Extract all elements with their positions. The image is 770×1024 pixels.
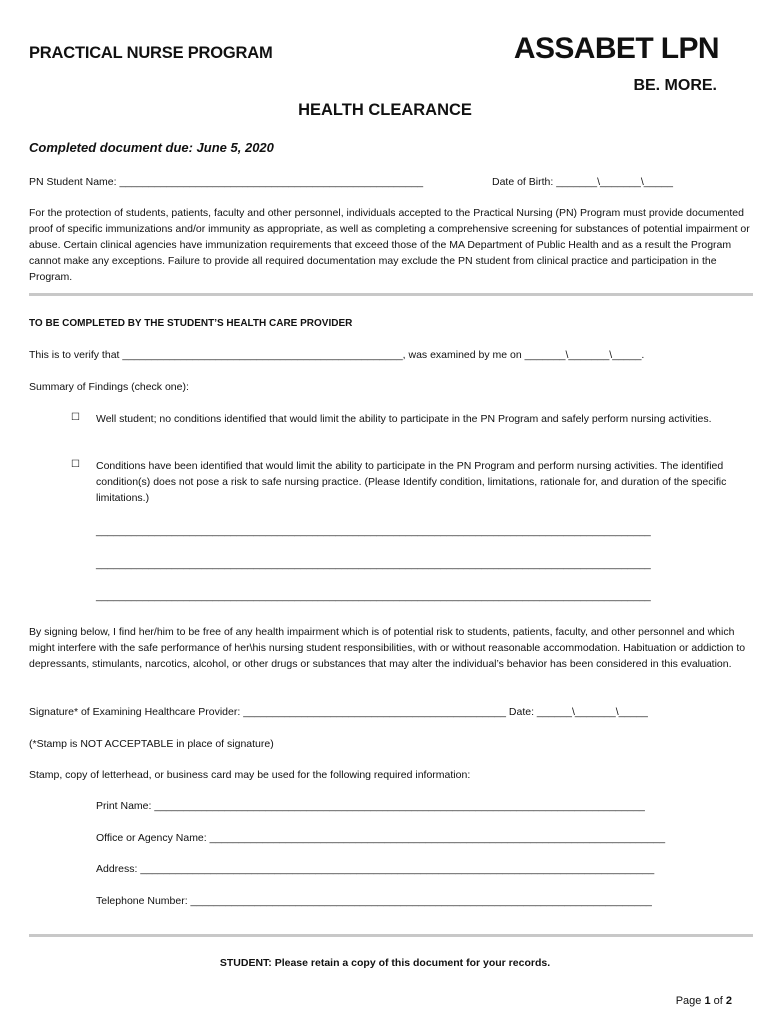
- due-date: Completed document due: June 5, 2020: [29, 140, 274, 155]
- condition-details-line-2[interactable]: _______________________________________________________________________________________________: [96, 558, 651, 570]
- page-separator: of: [710, 995, 726, 1007]
- verify-exam-field[interactable]: This is to verify that ________________________________________________, was examined by me on _______\_______\_____.: [29, 349, 645, 361]
- program-name: PRACTICAL NURSE PROGRAM: [29, 44, 273, 62]
- provider-signature-field[interactable]: Signature* of Examining Healthcare Provider: _____________________________________________ Date: ______\_______\_____: [29, 706, 648, 718]
- conditions-identified-checkbox[interactable]: ☐: [71, 459, 80, 470]
- date-of-birth-field[interactable]: Date of Birth: _______\_______\_____: [492, 176, 673, 188]
- signing-paragraph: By signing below, I find her/him to be free of any health impairment which is of potential risk to students, patients, faculty, and other personnel and which might interfere with the safe performance of her\his nursing student responsibilities, with or without reasonable accommodation. Habituation or addiction to depressants, stimulants, narcotics, alcohol, or other drugs or substances that may alter the individual’s behavior has been considered in this evaluation.: [29, 626, 746, 670]
- student-retain-note: STUDENT: Please retain a copy of this document for your records.: [219, 957, 551, 969]
- section-divider-top: [29, 293, 753, 296]
- telephone-field[interactable]: Telephone Number: _______________________________________________________________________________: [96, 895, 652, 907]
- well-student-option-label: Well student; no conditions identified that would limit the ability to participate in the PN Program and safely perform nursing activities.: [96, 413, 712, 425]
- condition-details-line-3[interactable]: _______________________________________________________________________________________________: [96, 590, 651, 602]
- document-title: HEALTH CLEARANCE: [298, 101, 472, 119]
- office-agency-field[interactable]: Office or Agency Name: ______________________________________________________________________________: [96, 832, 666, 844]
- brand-name: ASSABET LPN: [513, 32, 719, 65]
- page-current: 1: [704, 995, 711, 1007]
- section-divider-bottom: [29, 934, 753, 937]
- print-name-field[interactable]: Print Name: ____________________________________________________________________________________: [96, 800, 645, 812]
- conditions-identified-option-label: Conditions have been identified that would limit the ability to participate in the PN Program and perform nursing activities. The identified condition(s) does not pose a risk to safe nursing practice. (Please Identify condition, limitations, rationale for, and duration of the specific limitations.): [96, 460, 727, 504]
- brand-tagline: BE. MORE.: [633, 77, 717, 94]
- page-number: [676, 995, 732, 1007]
- provider-section-heading: TO BE COMPLETED BY THE STUDENT’S HEALTH CARE PROVIDER: [29, 318, 353, 329]
- page-total: 2: [725, 995, 732, 1007]
- condition-details-line-1[interactable]: _______________________________________________________________________________________________: [96, 525, 651, 537]
- stamp-note: (*Stamp is NOT ACCEPTABLE in place of signature): [29, 738, 274, 750]
- student-name-field[interactable]: PN Student Name: ____________________________________________________: [29, 176, 424, 188]
- intro-paragraph: For the protection of students, patients, faculty and other personnel, individuals accepted to the Practical Nursing (PN) Program must provide documented proof of specific immunizations and/or immunity as appropriate, as well as completing a comprehensive screening for substances of potential impairment or abuse. Certain clinical agencies have immunization requirements that exceed those of the MA Department of Public Health and as a result the Program cannot make any exceptions. Failure to provide all required documentation may exclude the PN student from clinical practice and participation in the Program.: [29, 207, 750, 283]
- address-field[interactable]: Address: ________________________________________________________________________________________: [96, 863, 655, 875]
- stamp-info-text: Stamp, copy of letterhead, or business card may be used for the following required information:: [29, 769, 471, 781]
- page-prefix: Page: [675, 995, 705, 1007]
- well-student-checkbox[interactable]: ☐: [71, 412, 80, 423]
- summary-label: Summary of Findings (check one):: [29, 381, 189, 393]
